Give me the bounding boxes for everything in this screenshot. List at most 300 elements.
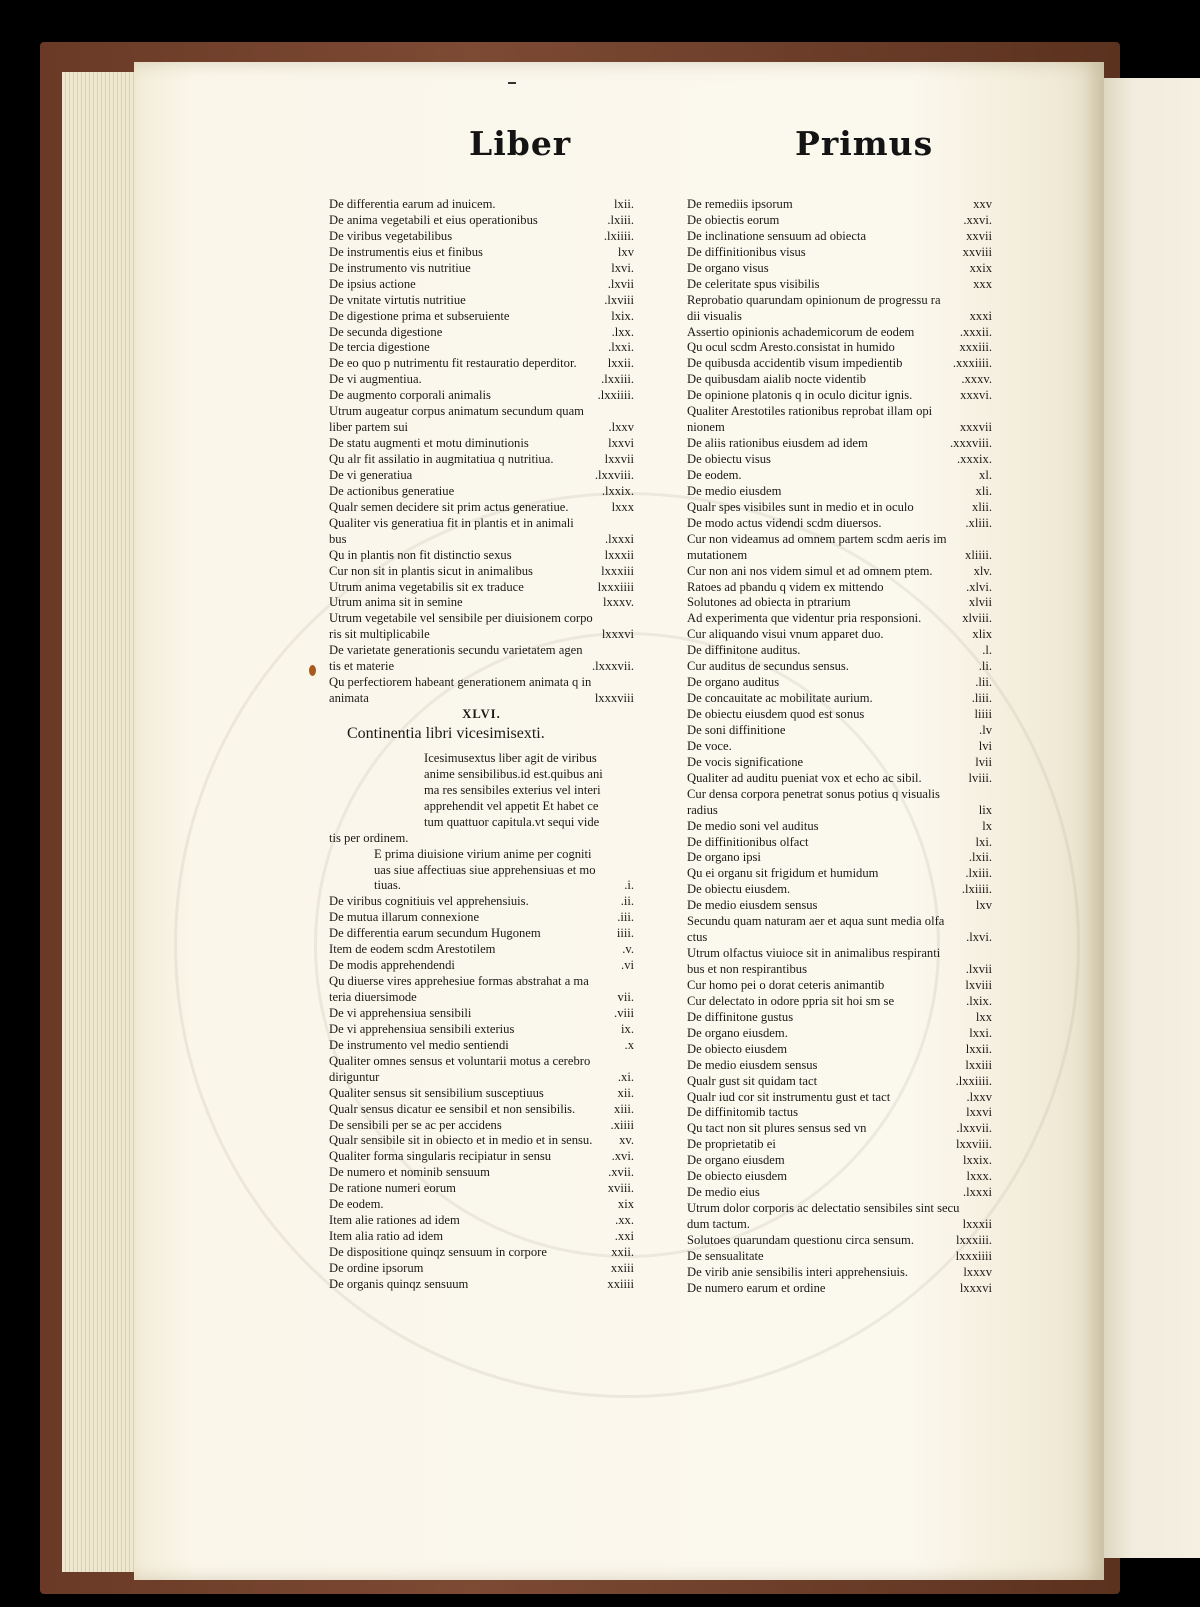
toc-entry-title: De medio eius [687, 1185, 760, 1200]
toc-entry [329, 707, 634, 723]
toc-entry [329, 974, 634, 990]
toc-entry-number: lxxxv. [602, 595, 634, 610]
toc-entry [329, 1038, 634, 1054]
toc-entry-title: uas siue affectiuas siue apprehensiuas et mo [374, 862, 596, 877]
toc-entry-number: xxii. [611, 1245, 634, 1259]
toc-entry-number: .lxxv [608, 420, 634, 435]
toc-entry-title: Ratoes ad pbandu q videm ex mittendo [687, 579, 884, 594]
toc-entry [687, 787, 992, 803]
toc-entry-title: Item alie rationes ad idem [329, 1213, 460, 1228]
toc-entry [687, 1249, 992, 1265]
toc-entry-title: De concauitate ac mobilitate aurium. [687, 691, 873, 706]
toc-entry-number: .lxvii [607, 276, 634, 291]
toc-entry-number: xxx [973, 276, 992, 291]
toc-entry-number: .lxxvii. [956, 1121, 992, 1136]
toc-entry-number: lxxxiiii [597, 579, 634, 594]
toc-entry-title: De proprietatib ei [687, 1137, 776, 1152]
toc-entry-number: .xxi [614, 1229, 634, 1244]
toc-entry-number: ix. [621, 1021, 634, 1036]
toc-entry [687, 819, 992, 835]
toc-entry-number: vii. [617, 990, 634, 1004]
toc-entry-title: Qu in plantis non fit distinctio sexus [329, 547, 512, 562]
toc-entry [687, 564, 992, 580]
toc-entry-number: .l. [982, 643, 992, 658]
toc-entry-title: De vi augmentiua. [329, 372, 422, 387]
toc-entry-title: Solutones ad obiecta in ptrarium [687, 595, 851, 610]
toc-entry-number: lxxxii [962, 1217, 992, 1231]
toc-entry [687, 898, 992, 914]
toc-entry-title: tum quattuor capitula.vt sequi vide [424, 814, 600, 829]
toc-entry-number: .xlvi. [966, 579, 992, 594]
toc-entry [329, 767, 634, 783]
toc-entry-number: xl. [979, 467, 992, 482]
toc-entry [687, 452, 992, 468]
toc-entry [329, 1149, 634, 1165]
toc-entry [329, 1118, 634, 1134]
toc-entry-number: lxxxiii. [955, 1232, 992, 1247]
toc-entry-number: .lxx. [611, 324, 634, 339]
toc-entry-number: .v. [622, 942, 634, 957]
toc-entry-title: De quibusda accidentib visum impedientib [687, 356, 903, 371]
marginal-stain [309, 665, 316, 676]
toc-entry-title: De obiectu eiusdem. [687, 882, 791, 897]
toc-entry-title: De instrumentis eius et finibus [329, 244, 483, 259]
toc-entry-title: De medio eiusdem [687, 483, 782, 498]
toc-entry [329, 878, 634, 894]
toc-entry [687, 245, 992, 261]
toc-entry-title: apprehendit vel appetit Et habet ce [424, 798, 599, 813]
toc-entry [329, 420, 634, 436]
toc-entry-title: Icesimusextus liber agit de viribus [424, 750, 597, 765]
toc-entry-title: Qu diuerse vires apprehesiue formas abstrahat a ma [329, 974, 589, 989]
toc-entry [329, 1277, 634, 1293]
toc-entry [329, 452, 634, 468]
toc-entry-number: .lxviii [604, 292, 634, 307]
toc-entry [687, 1121, 992, 1137]
toc-entry-number: lxxix. [962, 1153, 992, 1168]
toc-entry [329, 229, 634, 245]
toc-entry-number: lxxxii [604, 547, 634, 562]
toc-entry-number: lxxii. [607, 356, 634, 371]
running-head-left: Liber [469, 124, 572, 163]
toc-entry [329, 1245, 634, 1261]
toc-entry-title: Cur homo pei o dorat ceteris animantib [687, 977, 885, 992]
toc-entry-number: xxxiii. [959, 340, 992, 355]
toc-entry-title: De obiectis eorum [687, 212, 780, 227]
toc-entry [687, 277, 992, 293]
toc-entry-number: lxxviii. [955, 1137, 992, 1152]
toc-entry-number: .vi [621, 958, 634, 973]
toc-entry-number: .lxii. [968, 850, 992, 865]
toc-entry [687, 1074, 992, 1090]
toc-entry-number: .xi. [617, 1069, 634, 1084]
toc-entry [329, 1070, 634, 1086]
toc-entry-title: XLVI. [462, 707, 501, 721]
toc-entry [329, 484, 634, 500]
toc-entry-number: xxiiii [607, 1276, 634, 1291]
toc-entry [329, 675, 634, 691]
toc-entry-title: De statu augmenti et motu diminutionis [329, 436, 529, 451]
toc-entry-number: xlix [972, 627, 992, 642]
toc-entry-title: diriguntur [329, 1069, 380, 1084]
toc-entry [687, 595, 992, 611]
toc-entry [329, 1022, 634, 1038]
toc-entry-number: lxxxviii [594, 691, 634, 706]
toc-entry-number: xxvii [966, 228, 992, 243]
toc-entry-title: De ordine ipsorum [329, 1260, 424, 1275]
toc-entry [329, 627, 634, 643]
toc-entry-title: Qu ei organu sit frigidum et humidum [687, 866, 879, 881]
toc-entry [329, 340, 634, 356]
toc-entry-title: De diffinitionibus visus [687, 244, 806, 259]
toc-entry [687, 1233, 992, 1249]
toc-entry-title: De vnitate virtutis nutritiue [329, 292, 466, 307]
toc-entry [687, 197, 992, 213]
toc-entry-number: .xxxviii. [950, 436, 992, 451]
toc-entry-title: dii visualis [687, 308, 742, 323]
toc-entry-number: lxvi. [611, 260, 634, 275]
toc-entry [687, 420, 992, 436]
toc-entry-number: xxxi [969, 308, 992, 323]
toc-entry-title: De vocis significatione [687, 754, 804, 769]
toc-entry-title: De medio soni vel auditus [687, 818, 819, 833]
toc-entry-title: Qu ocul scdm Aresto.consistat in humido [687, 340, 895, 355]
toc-entry [687, 548, 992, 564]
toc-entry [329, 863, 634, 879]
toc-entry [687, 691, 992, 707]
toc-entry-title: Qu perfectiorem habeant generationem animata q in [329, 675, 592, 690]
toc-entry [329, 293, 634, 309]
toc-entry-title: De organo auditus [687, 675, 780, 690]
toc-entry [329, 659, 634, 675]
toc-entry-number: lx [982, 818, 992, 833]
toc-entry [329, 277, 634, 293]
toc-entry-title: De aliis rationibus eiusdem ad idem [687, 436, 868, 451]
toc-entry [687, 866, 992, 882]
toc-entry [329, 847, 634, 863]
toc-entry-title: De differentia earum secundum Hugonem [329, 926, 541, 941]
toc-entry-title: De diffinitomib tactus [687, 1105, 798, 1120]
book-page [134, 62, 1104, 1580]
toc-entry-title: Qualiter Arestotiles rationibus reprobat illam opi [687, 404, 933, 419]
toc-entry [687, 484, 992, 500]
toc-entry [329, 1086, 634, 1102]
toc-entry [329, 404, 634, 420]
toc-entry-number: .lv [979, 722, 992, 737]
toc-entry [329, 894, 634, 910]
toc-entry-title: Qualiter forma singularis recipiatur in sensu [329, 1149, 552, 1164]
toc-entry-title: Item de eodem scdm Arestotilem [329, 942, 496, 957]
toc-entry [687, 404, 992, 420]
toc-entry [329, 309, 634, 325]
toc-entry-title: Qualr sensibile sit in obiecto et in medio et in sensu. [329, 1133, 593, 1148]
toc-entry-number: .xliii. [965, 515, 992, 530]
toc-entry-title: De diffinitone auditus. [687, 643, 801, 658]
toc-entry [687, 914, 992, 930]
toc-entry-title: De anima vegetabili et eius operationibus [329, 212, 538, 227]
toc-entry [687, 835, 992, 851]
toc-entry [329, 942, 634, 958]
toc-entry [329, 325, 634, 341]
toc-entry-title: Item alia ratio ad idem [329, 1229, 443, 1244]
facing-page [1096, 78, 1200, 1558]
toc-entry-title: De eodem. [329, 1197, 384, 1212]
toc-entry-title: Cur densa corpora penetrat sonus potius q visualis [687, 786, 940, 801]
toc-entry-number: lxxiii [965, 1057, 992, 1072]
toc-entry-number: lxxx [611, 499, 634, 514]
toc-entry [687, 1201, 992, 1217]
toc-entry-title: animata [329, 691, 369, 706]
toc-entry [329, 1229, 634, 1245]
toc-entry-number: .lxxxi [604, 531, 634, 546]
toc-entry-title: Qualr spes visibiles sunt in medio et in oculo [687, 499, 914, 514]
toc-entry-title: De diffinitionibus olfact [687, 834, 809, 849]
toc-entry-title: De medio eiusdem sensus [687, 898, 818, 913]
toc-entry-number: xii. [617, 1085, 634, 1100]
toc-entry-number: lxxx. [966, 1169, 992, 1184]
toc-entry [329, 1133, 634, 1149]
toc-entry-number: .i. [624, 878, 634, 893]
toc-entry-number: .lxiii. [965, 866, 992, 881]
toc-entry-title: tis per ordinem. [329, 830, 409, 845]
toc-entry [687, 1185, 992, 1201]
toc-entry [329, 532, 634, 548]
toc-entry-number: xxiii [610, 1260, 634, 1275]
toc-entry-title: Secundu quam naturam aer et aqua sunt media olfa [687, 914, 945, 929]
toc-entry-title: Utrum vegetabile vel sensibile per diuisionem corpo [329, 611, 593, 626]
toc-entry-number: xix [617, 1197, 634, 1212]
toc-entry-number: .lxxix. [601, 483, 634, 498]
toc-entry [329, 564, 634, 580]
toc-entry-number: .lxxxvii. [592, 659, 634, 674]
toc-entry [329, 197, 634, 213]
toc-entry-number: lvi [978, 738, 992, 753]
page-mark [508, 82, 516, 84]
toc-entry-title: De ratione numeri eorum [329, 1181, 456, 1196]
toc-entry [329, 910, 634, 926]
toc-entry [687, 532, 992, 548]
toc-entry-title: De mutua illarum connexione [329, 910, 480, 925]
toc-entry-title: Reprobatio quarundam opinionum de progressu ra [687, 292, 941, 307]
toc-entry-number: lvii [975, 754, 992, 769]
toc-entry-title: De celeritate spus visibilis [687, 276, 820, 291]
toc-entry-title: De tercia digestione [329, 340, 430, 355]
toc-entry-number: .lxiiii. [961, 882, 992, 897]
toc-entry [329, 926, 634, 942]
toc-entry-title: Cur delectato in odore ppria sit hoi sm se [687, 993, 895, 1008]
toc-entry-number: .lxxi. [608, 340, 634, 355]
toc-entry [329, 468, 634, 484]
page-edges [62, 72, 142, 1572]
toc-entry-number: .lxxiii. [601, 372, 634, 387]
toc-entry [687, 850, 992, 866]
toc-entry-title: De diffinitone gustus [687, 1009, 794, 1024]
toc-entry [687, 946, 992, 962]
toc-entry-number: lxxxiii [601, 563, 634, 578]
toc-entry [687, 611, 992, 627]
toc-entry [687, 388, 992, 404]
toc-entry-title: De varietate generationis secundu varietatem agen [329, 643, 583, 658]
toc-entry-number: lxv [975, 898, 992, 913]
toc-entry [687, 213, 992, 229]
toc-entry-title: ma res sensibiles exterius vel interi [424, 782, 601, 797]
toc-entry-number: .lii. [975, 675, 992, 690]
toc-entry [687, 755, 992, 771]
toc-entry-number: .liii. [971, 691, 992, 706]
toc-entry-number: lxxxvi [959, 1280, 992, 1295]
toc-entry-title: De viribus cognitiuis vel apprehensiuis. [329, 894, 529, 909]
toc-entry-number: .ii. [620, 894, 634, 909]
toc-entry [687, 1137, 992, 1153]
toc-entry [687, 882, 992, 898]
toc-entry [329, 245, 634, 261]
toc-entry-title: De numero earum et ordine [687, 1280, 826, 1295]
toc-entry-number: .xvii. [608, 1165, 634, 1180]
toc-entry [329, 1181, 634, 1197]
toc-entry [687, 723, 992, 739]
toc-entry [329, 751, 634, 767]
toc-entry [687, 771, 992, 787]
toc-entry-title: De obiectu visus [687, 452, 771, 466]
toc-entry-number: iiii. [616, 926, 634, 941]
toc-entry-title: ris sit multiplicabile [329, 627, 430, 642]
toc-entry-title: De eodem. [687, 467, 742, 482]
toc-entry-title: De organo ipsi [687, 850, 761, 865]
toc-entry [687, 1265, 992, 1281]
toc-entry-title: De obiecto eiusdem [687, 1041, 788, 1056]
toc-entry-title: De quibusdam aialib nocte videntib [687, 372, 867, 387]
toc-entry-title: Cur non videamus ad omnem partem scdm aeris im [687, 531, 947, 546]
toc-entry-number: xiii. [614, 1101, 634, 1116]
toc-entry-number: lxxxvi [601, 627, 634, 642]
toc-entry-number: xxv [973, 197, 992, 211]
toc-entry [687, 372, 992, 388]
toc-entry-title: Qu alr fit assilatio in augmitatiua q nutritiua. [329, 452, 554, 466]
toc-entry-title: De instrumento vis nutritiue [329, 260, 471, 275]
toc-entry [329, 372, 634, 388]
toc-entry-title: De numero et nominib sensuum [329, 1165, 490, 1180]
toc-entry [687, 261, 992, 277]
toc-entry-title: Cur aliquando visui vnum apparet duo. [687, 627, 884, 642]
toc-entry-title: De viribus vegetabilibus [329, 228, 453, 243]
toc-entry-number: lxxvi [608, 436, 634, 451]
toc-entry-number: xv. [619, 1133, 634, 1148]
toc-entry-number: lxii. [614, 197, 634, 211]
toc-entry-number: .lxvii [965, 962, 992, 976]
toc-entry-number: .li. [978, 659, 992, 674]
toc-entry [329, 436, 634, 452]
toc-entry-title: De instrumento vel medio sentiendi [329, 1037, 509, 1052]
toc-entry-title: De vi apprehensiua sensibili [329, 1005, 472, 1020]
toc-entry [329, 1102, 634, 1118]
toc-entry-title: Utrum dolor corporis ac delectatio sensibiles sint secu [687, 1201, 960, 1216]
toc-entry [687, 500, 992, 516]
toc-entry-title: dum tactum. [687, 1217, 750, 1231]
toc-entry-title: Utrum anima vegetabilis sit ex traduce [329, 579, 524, 594]
toc-entry-title: De secunda digestione [329, 324, 443, 339]
toc-entry-number: .iii. [617, 910, 634, 925]
toc-entry [687, 1090, 992, 1106]
toc-entry-title: De organo visus [687, 260, 769, 275]
toc-entry [329, 1261, 634, 1277]
toc-entry [687, 436, 992, 452]
toc-entry [329, 1213, 634, 1229]
toc-entry [687, 1105, 992, 1121]
toc-entry-number: .viii [614, 1005, 634, 1020]
toc-entry-number: xxxvi. [960, 388, 992, 403]
toc-entry-title: liber partem sui [329, 420, 409, 435]
toc-entry [687, 293, 992, 309]
toc-entry-number: .xxxiiii. [952, 356, 992, 371]
toc-entry [687, 1169, 992, 1185]
toc-entry-number: lxviii [965, 977, 992, 992]
toc-entry-title: Qualiter ad auditu pueniat vox et echo ac sibil. [687, 770, 922, 785]
toc-entry [687, 930, 992, 946]
toc-entry [687, 659, 992, 675]
toc-entry-number: .xxxii. [959, 324, 992, 339]
toc-entry-number: xxxvii [959, 420, 992, 435]
toc-entry-number: .lxiiii. [603, 228, 634, 243]
toc-entry-number: .lxxiiii. [597, 388, 634, 403]
toc-entry [329, 388, 634, 404]
toc-entry [329, 1054, 634, 1070]
toc-entry-number: lxxvii [604, 452, 634, 466]
toc-entry-number: .lxix. [966, 993, 992, 1008]
toc-entry [687, 1153, 992, 1169]
right-column [687, 197, 992, 1297]
toc-entry-title: teria diuersimode [329, 990, 417, 1004]
toc-entry-title: De obiecto eiusdem [687, 1169, 788, 1184]
toc-entry [687, 356, 992, 372]
toc-entry-title: De ipsius actione [329, 276, 416, 291]
toc-entry-title: De soni diffinitione [687, 722, 786, 737]
toc-entry-number: lxv [617, 244, 634, 259]
toc-entry [687, 516, 992, 532]
toc-entry-number: xliiii. [965, 547, 992, 562]
toc-entry-title: De voce. [687, 738, 732, 753]
toc-entry-title: Cur non ani nos videm simul et ad omnem ptem. [687, 563, 933, 578]
toc-entry-title: Utrum augeatur corpus animatum secundum quam [329, 404, 584, 419]
toc-entry [329, 1197, 634, 1213]
toc-entry [687, 309, 992, 325]
toc-entry [329, 723, 634, 745]
toc-entry-number: xlv. [973, 563, 992, 578]
toc-entry [687, 994, 992, 1010]
toc-entry [687, 229, 992, 245]
toc-entry [329, 1165, 634, 1181]
toc-entry [329, 261, 634, 277]
toc-entry-title: Qualr sensus dicatur ee sensibil et non sensibilis. [329, 1101, 576, 1116]
toc-entry-title: Qualr semen decidere sit prim actus generatiue. [329, 499, 569, 514]
toc-entry [687, 1217, 992, 1233]
toc-entry-title: Qualiter omnes sensus et voluntarii motus a cerebro [329, 1053, 591, 1068]
toc-entry-title: Assertio opinionis achademicorum de eodem [687, 324, 915, 339]
toc-entry-title: Qualiter vis generatiua fit in plantis et in animali [329, 515, 574, 530]
toc-entry-title: De organis quinqz sensuum [329, 1276, 469, 1291]
toc-entry [329, 691, 634, 707]
toc-entry-title: De vi apprehensiua sensibili exterius [329, 1021, 515, 1036]
toc-entry [687, 340, 992, 356]
toc-entry-number: lxxxv [963, 1264, 992, 1279]
toc-entry [329, 815, 634, 831]
toc-entry-number: lxix. [611, 308, 634, 323]
toc-entry [329, 643, 634, 659]
toc-entry-title: bus et non respirantibus [687, 962, 807, 976]
toc-entry-number: lxxxiiii [955, 1248, 992, 1263]
toc-entry-title: Utrum anima sit in semine [329, 595, 463, 610]
toc-entry [329, 356, 634, 372]
toc-entry-number: xlviii. [962, 611, 992, 626]
